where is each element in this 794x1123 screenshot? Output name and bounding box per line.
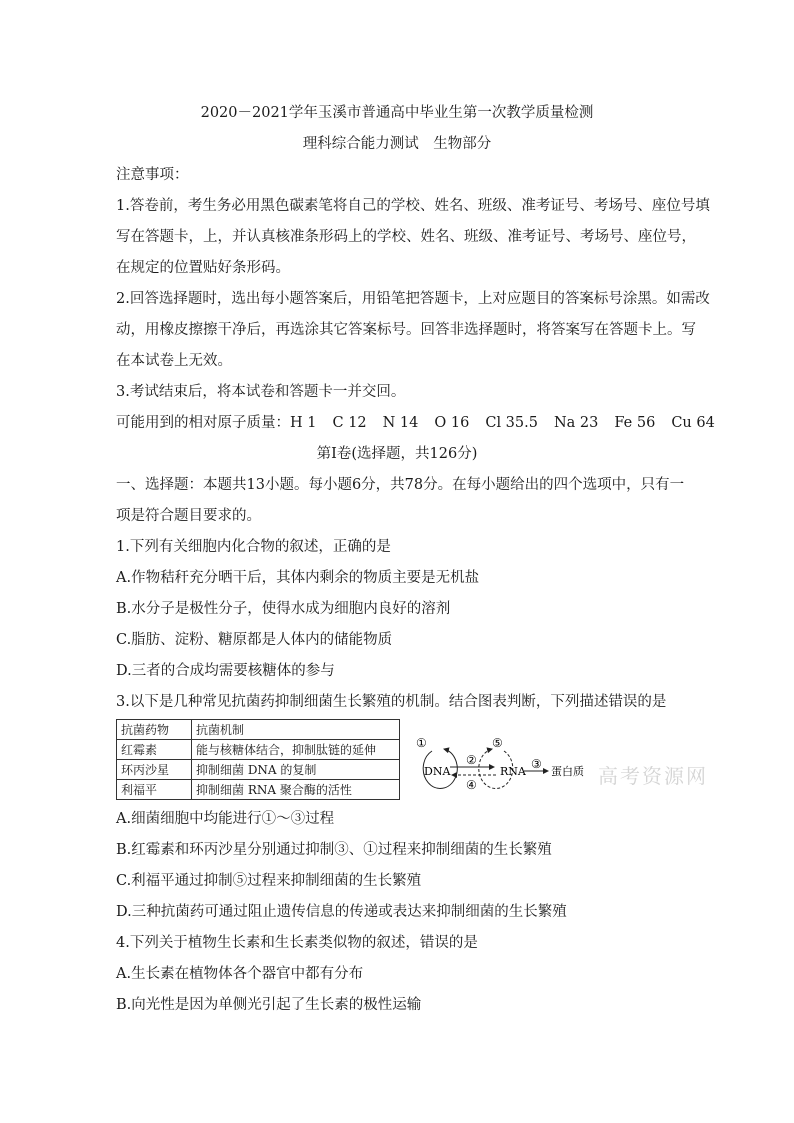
atomic-mass-item: Cu 64 <box>671 415 715 431</box>
q1-option-d: D.三者的合成均需要核糖体的参与 <box>116 663 335 679</box>
table-header-cell: 抗菌机制 <box>192 720 400 740</box>
rna-label: RNA <box>500 765 526 778</box>
table-row <box>117 740 400 760</box>
label-1: ① <box>416 736 427 750</box>
atomic-mass-line <box>116 413 731 433</box>
table-cell: 抑制细菌 RNA 聚合酶的活性 <box>192 780 400 800</box>
atomic-mass-item: Fe 56 <box>614 415 656 431</box>
label-2: ② <box>466 753 477 767</box>
q3-option-c: C.利福平通过抑制⑤过程来抑制细菌的生长繁殖 <box>116 873 422 889</box>
note-2-line-1: 2.回答选择题时，选出每小题答案后，用铅笔把答题卡，上对应题目的答案标号涂黑。如需改 <box>116 291 710 307</box>
atomic-mass-item: Cl 35.5 <box>485 415 538 431</box>
atomic-mass-item: Na 23 <box>553 415 599 431</box>
note-1-line-3: 在规定的位置贴好条形码。 <box>116 260 290 276</box>
q1-option-c: C.脂肪、淀粉、糖原都是人体内的储能物质 <box>116 632 393 648</box>
note-2-line-2: 动，用橡皮擦擦干净后，再选涂其它答案标号。回答非选择题时，将答案写在答题卡上。写 <box>116 322 696 338</box>
label-5: ⑤ <box>492 736 503 750</box>
table-row <box>117 760 400 780</box>
note-3: 3.考试结束后，将本试卷和答题卡一并交回。 <box>116 384 406 400</box>
q3-option-a: A.细菌细胞中均能进行①～③过程 <box>116 811 335 827</box>
table-cell: 能与核糖体结合，抑制肽链的延伸 <box>192 740 400 760</box>
table-header-cell: 抗菌药物 <box>117 720 192 740</box>
table-cell: 红霉素 <box>117 740 192 760</box>
q1-stem: 1.下列有关细胞内化合物的叙述，正确的是 <box>116 539 391 555</box>
table-row <box>117 780 400 800</box>
q4-option-a: A.生长素在植物体各个器官中都有分布 <box>116 966 364 982</box>
q4-stem: 4.下列关于植物生长素和生长素类似物的叙述，错误的是 <box>116 935 478 951</box>
table-cell: 抑制细菌 DNA 的复制 <box>192 760 400 780</box>
atomic-mass-item: H 1 <box>290 415 317 431</box>
dna-label: DNA <box>424 765 451 778</box>
table-cell: 利福平 <box>117 780 192 800</box>
q4-option-b: B.向光性是因为单侧光引起了生长素的极性运输 <box>116 997 422 1013</box>
watermark: 高考资源网 <box>598 764 708 788</box>
note-1-line-1: 1.答卷前，考生务必用黑色碳素笔将自己的学校、姓名、班级、准考证号、考场号、座位号填 <box>116 198 710 214</box>
label-3: ③ <box>531 757 542 771</box>
note-2-line-3: 在本试卷上无效。 <box>116 353 232 369</box>
table-cell: 环丙沙星 <box>117 760 192 780</box>
q1-option-b: B.水分子是极性分子，使得水成为细胞内良好的溶剂 <box>116 601 451 617</box>
exam-subtitle: 理科综合能力测试 生物部分 <box>302 136 492 152</box>
antibiotic-table <box>116 719 400 800</box>
protein-label: 蛋白质 <box>551 765 584 778</box>
q3-stem: 3.以下是几种常见抗菌药抑制细菌生长繁殖的机制。结合图表判断，下列描述错误的是 <box>116 694 667 710</box>
atomic-mass-item: O 16 <box>434 415 470 431</box>
exam-title: 2020－2021学年玉溪市普通高中毕业生第一次教学质量检测 <box>200 105 594 121</box>
notes-heading: 注意事项： <box>116 167 189 183</box>
section-title: 第Ⅰ卷(选择题，共126分) <box>316 446 478 462</box>
atomic-mass-label: 可能用到的相对原子质量： <box>116 415 290 431</box>
label-4: ④ <box>466 778 477 792</box>
note-1-line-2: 写在答题卡，上，并认真核准条形码上的学校、姓名、班级、准考证号、考场号、座位号， <box>116 229 696 245</box>
atomic-mass-item: N 14 <box>382 415 419 431</box>
atomic-mass-item: C 12 <box>332 415 367 431</box>
section-intro-line-2: 项是符合题目要求的。 <box>116 508 261 524</box>
table-header-row <box>117 720 400 740</box>
q3-option-d: D.三种抗菌药可通过阻止遗传信息的传递或表达来抑制细菌的生长繁殖 <box>116 904 567 920</box>
q3-option-b: B.红霉素和环丙沙星分别通过抑制③、①过程来抑制细菌的生长繁殖 <box>116 842 552 858</box>
q1-option-a: A.作物秸秆充分晒干后，其体内剩余的物质主要是无机盐 <box>116 570 480 586</box>
section-intro-line-1: 一、选择题：本题共13小题。每小题6分，共78分。在每小题给出的四个选项中，只有一 <box>116 477 685 493</box>
